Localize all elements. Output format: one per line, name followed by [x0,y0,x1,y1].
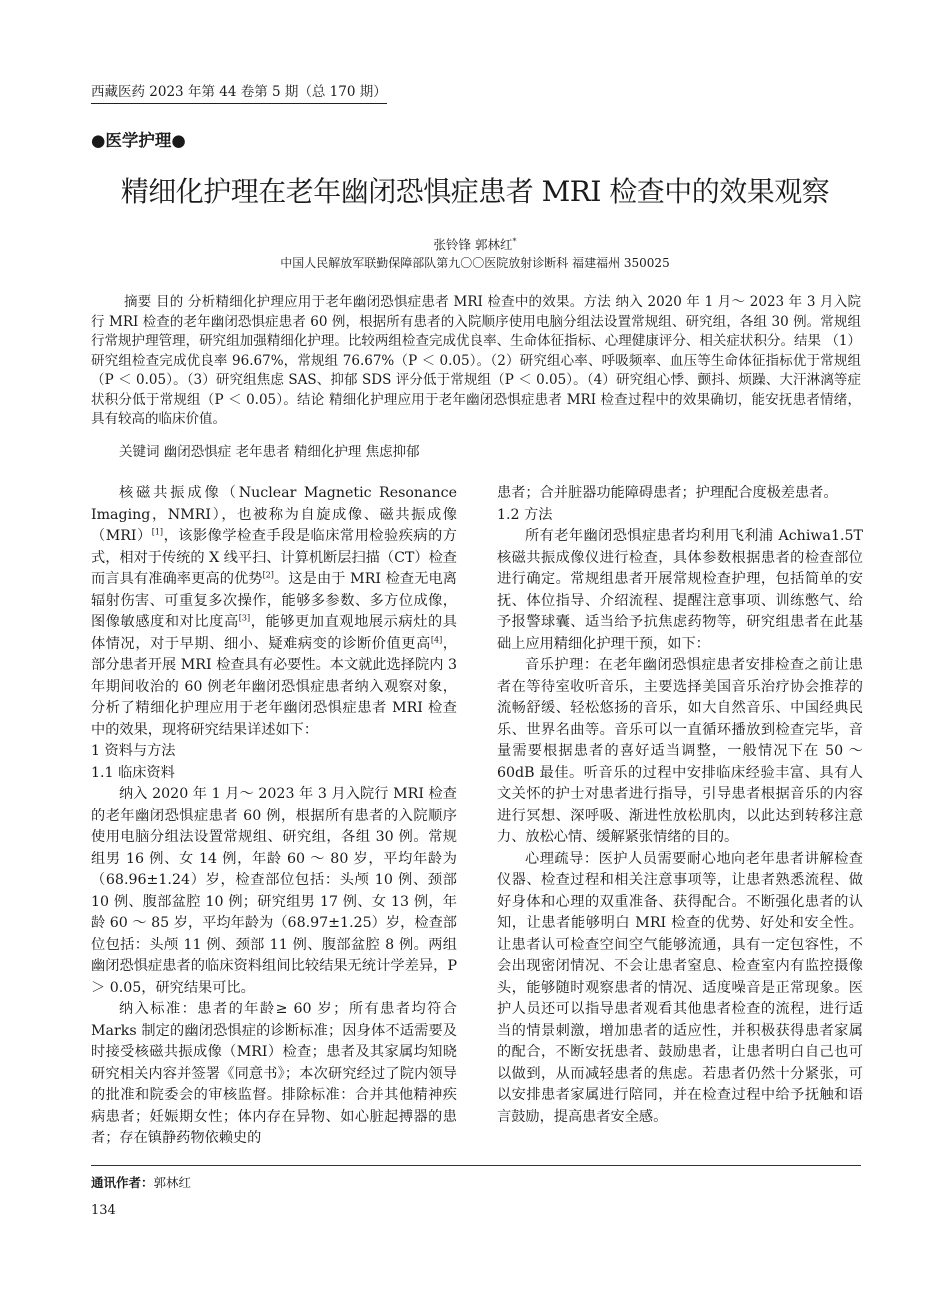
corresponding-name: 郭林红 [153,1175,192,1190]
footer-divider [91,1165,861,1166]
page-number: 134 [91,1203,116,1218]
citation-1: [1] [151,527,164,537]
intro-text-b: ，该影像学检查手段是临床常用检验疾病的方式，相对于传统的 X 线平扫、计算机断层扫描（CT）检查而言具有准确率更高的优势 [91,528,457,587]
citation-3: [3] [238,613,251,623]
abstract: 摘要 目的 分析精细化护理应用于老年幽闭恐惧症患者 MRI 检查中的效果。方法 纳入 2020 年 1 月～ 2023 年 3 月入院行 MRI 检查的老年幽闭恐惧症患者 60 例，根据所有患者的入院顺序使用电脑分组法设置常规组、研究组，各组 30 例。常规组行常规护理管理，研究组加强精细化护理。比较两组检查完成优良率、生命体征指标、心理健康评分、相关症状积分。结果 （1）研究组检查完成优良率 96.67%，常规组 76.67%（P ＜ 0.05）。（2）研究组心率、呼吸频率、血压等生命体征指标优于常规组（P ＜ 0.05）。（3）研究组焦虑 SAS、抑郁 SDS 评分低于常规组（P ＜ 0.05）。（4）研究组心悸、颤抖、烦躁、大汗淋漓等症状积分低于常规组（P ＜ 0.05）。结论 精细化护理应用于老年幽闭恐惧症患者 MRI 检查过程中的效果确切，能安抚患者情绪，具有较高的临床价值。 [91,294,861,427]
criteria-paragraph: 纳入标准：患者的年龄≥ 60 岁；所有患者均符合 Marks 制定的幽闭恐惧症的诊断标准；因身体不适需要及时接受核磁共振成像（MRI）检查；患者及其家属均知晓研究相关内容并签署《同意书》；本次研究经过了院内领导的批准和院委会的审核监督。排除标准：合并其他精神疾病患者；妊娠期女性；体内存在异物、如心脏起搏器的患者；存在镇静药物依赖史的 [91,1001,457,1146]
psych-counsel-paragraph: 心理疏导：医护人员需要耐心地向老年患者讲解检查仪器、检查过程和相关注意事项等，让患者熟悉流程、做好身体和心理的双重准备、获得配合。不断强化患者的认知，让患者能够明白 MRI 检查的优势、好处和安全性。让患者认可检查空间空气能够流通，具有一定包容性，不会出现密闭情况、不会让患者窒息、检查室内有监控摄像头，能够随时观察患者的情况、适度噪音是正常现象。医护人员还可以指导患者观看其他患者检查的流程，进行适当的情景刺激，增加患者的适应性，并积极获得患者家属的配合，不断安抚患者、鼓励患者，让患者明白自己也可以做到，从而减轻患者的焦虑。若患者仍然十分紧张，可以安排患者家属进行陪同，并在检查过程中给予抚触和语言鼓励，提高患者安全感。 [497,850,863,1125]
corresponding-author [91,1173,191,1191]
citation-2: [2] [262,570,274,580]
citation-4: [4] [430,634,443,644]
authors [0,235,950,253]
clinical-data-paragraph: 纳入 2020 年 1 月～ 2023 年 3 月入院行 MRI 检查的老年幽闭恐惧症患者 60 例，根据所有患者的入院顺序使用电脑分组法设置常规组、研究组，各组 30 例。常规组男 16 例、女 14 例，年龄 60 ～ 80 岁，平均年龄为（68.96±1.24）岁，检查部位包括：头颅 10 例、颈部 10 例、腹部盆腔 10 例；研究组男 17 例、女 13 例，年龄 60 ～ 85 岁，平均年龄为（68.97±1.25）岁，检查部位包括：头颅 11 例、颈部 11 例、腹部盆腔 8 例。两组幽闭恐惧症患者的临床资料组间比较结果无统计学差异，P ＞ 0.05，研究结果可比。 [91,786,457,996]
intro-text-a: 核磁共振成像（Nuclear Magnetic Resonance Imaging，NMRI），也被称为自旋成像、磁共振成像（MRI） [91,485,457,544]
intro-text-e: ，部分患者开展 MRI 检查具有必要性。本文就此选择院内 3 年期间收治的 60 例老年幽闭恐惧症患者纳入观察对象，分析了精细化护理应用于老年幽闭恐惧症患者 MRI 检查中的效果，现将研究结果详述如下： [91,635,457,738]
intro-text-c: 。这是由于 MRI 检查无电离辐射伤害、可重复多次操作，能够多参数、多方位成像，图像敏感度和对比度高 [91,571,457,630]
intro-text-d: ，能够更加直观地展示病灶的具体情况，对于早期、细小、疑难病变的诊断价值更高 [91,614,457,652]
affiliation: 中国人民解放军联勤保障部队第九〇〇医院放射诊断科 福建福州 350025 [280,256,670,270]
body-column-left [91,483,457,1150]
corresponding-mark: * [512,236,517,246]
article-title: 精细化护理在老年幽闭恐惧症患者 MRI 检查中的效果观察 [120,175,830,208]
methods-paragraph: 所有老年幽闭恐惧症患者均利用飞利浦 Achiwa1.5T 核磁共振成像仪进行检查，具体参数根据患者的检查部位进行确定。常规组患者开展常规检查护理，包括简单的安抚、体位指导、介绍流程、提醒注意事项、训练憋气、给予报警球囊、适当给予抗焦虑药物等，研究组患者在此基础上应用精细化护理干预，如下： [497,528,863,652]
criteria-continued: 患者；合并脏器功能障碍患者；护理配合度极差患者。 [497,485,838,501]
heading-clinical-data: 1.1 临床资料 [91,764,175,781]
corresponding-label: 通讯作者： [91,1175,154,1190]
journal-header: 西藏医药 2023 年第 44 卷第 5 期（总 170 期） [91,80,387,104]
section-label: ●医学护理● [91,131,186,150]
music-nursing-paragraph: 音乐护理：在老年幽闭恐惧症患者安排检查之前让患者在等待室收听音乐，主要选择美国音乐治疗协会推荐的流畅舒缓、轻松悠扬的音乐，如大自然音乐、中国经典民乐、世界名曲等。音乐可以一直循环播放到检查完毕，音量需要根据患者的喜好适当调整，一般情况下在 50 ～ 60dB 最佳。听音乐的过程中安排临床经验丰富、具有人文关怀的护士对患者进行指导，引导患者根据音乐的内容进行冥想、深呼吸、渐进性放松肌肉，以此达到转移注意力、放松心情、缓解紧张情绪的目的。 [497,657,863,845]
author-names: 张铃锋 郭林红 [433,237,513,252]
heading-materials-methods: 1 资料与方法 [91,743,176,759]
keywords: 关键词 幽闭恐惧症 老年患者 精细化护理 焦虑抑郁 [119,444,420,460]
body-column-right [497,483,863,1128]
heading-methods: 1.2 方法 [497,506,553,523]
intro-paragraph [91,483,457,741]
